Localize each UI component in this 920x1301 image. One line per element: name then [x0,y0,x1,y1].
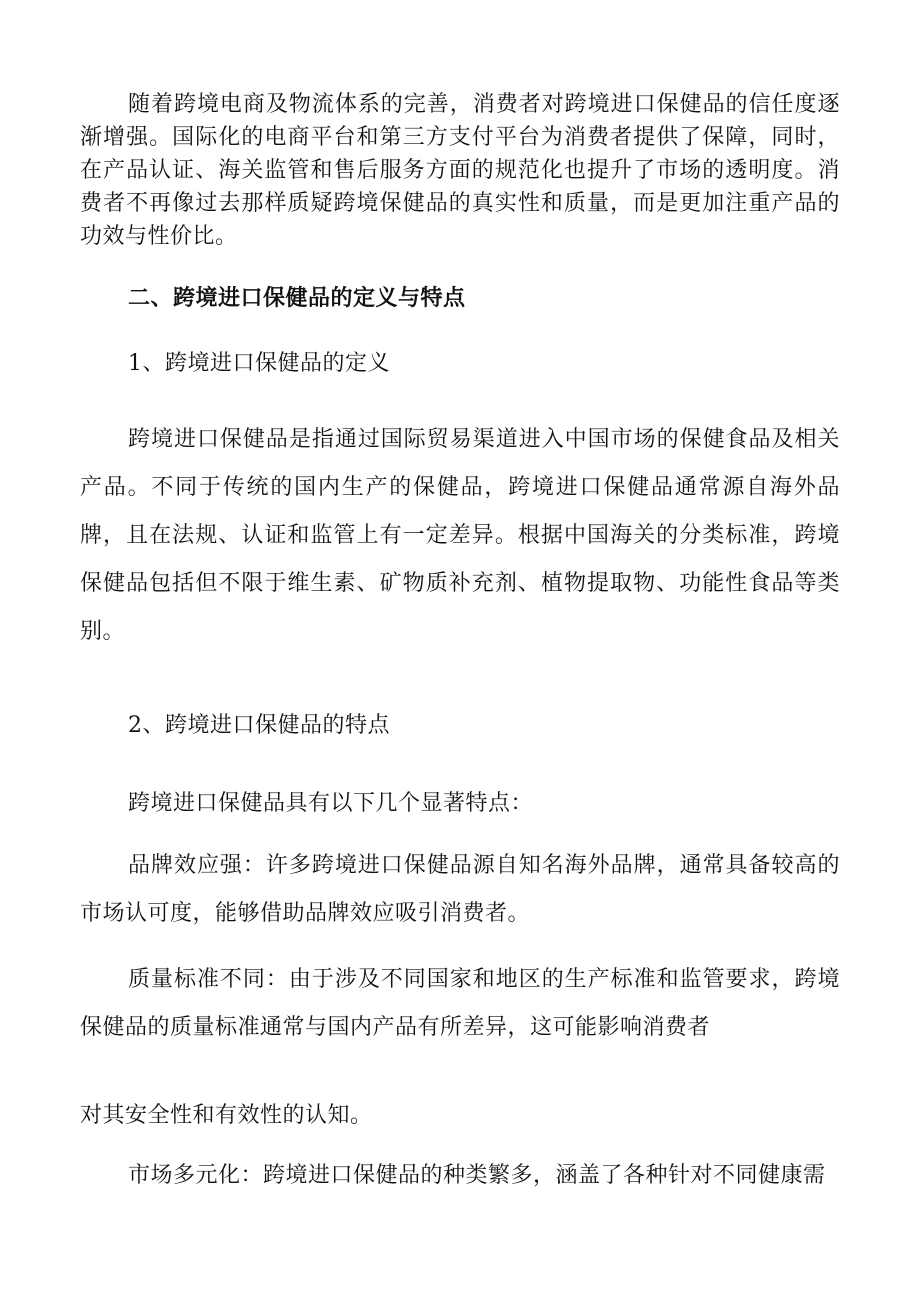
subsection-heading-features: 2、跨境进口保健品的特点 [128,713,390,738]
intro-paragraph: 随着跨境电商及物流体系的完善，消费者对跨境进口保健品的信任度逐渐增强。国际化的电商平台和第三方支付平台为消费者提供了保障，同时，在产品认证、海关监管和售后服务方面的规范化也提升了市场的透明度。消费者不再像过去那样质疑跨境保健品的真实性和质量，而是更加注重产品的功效与性价比。 [80,92,840,249]
subsection-heading-definition: 1、跨境进口保健品的定义 [128,351,390,376]
definition-paragraph: 跨境进口保健品是指通过国际贸易渠道进入中国市场的保健食品及相关产品。不同于传统的国内生产的保健品，跨境进口保健品通常源自海外品牌，且在法规、认证和监管上有一定差异。根据中国海关的分类标准，跨境保健品包括但不限于维生素、矿物质补充剂、植物提取物、功能性食品等类别。 [80,427,840,644]
market-diverse-paragraph: 市场多元化：跨境进口保健品的种类繁多，涵盖了各种针对不同健康需 [128,1163,826,1188]
quality-standard-continuation: 对其安全性和有效性的认知。 [80,1103,373,1128]
brand-effect-paragraph: 品牌效应强：许多跨境进口保健品源自知名海外品牌，通常具备较高的市场认可度，能够借助品牌效应吸引消费者。 [80,853,840,926]
quality-standard-paragraph: 质量标准不同：由于涉及不同国家和地区的生产标准和监管要求，跨境保健品的质量标准通常与国内产品有所差异，这可能影响消费者 [80,967,840,1040]
features-intro: 跨境进口保健品具有以下几个显著特点： [128,791,534,816]
section-heading: 二、跨境进口保健品的定义与特点 [128,285,466,311]
